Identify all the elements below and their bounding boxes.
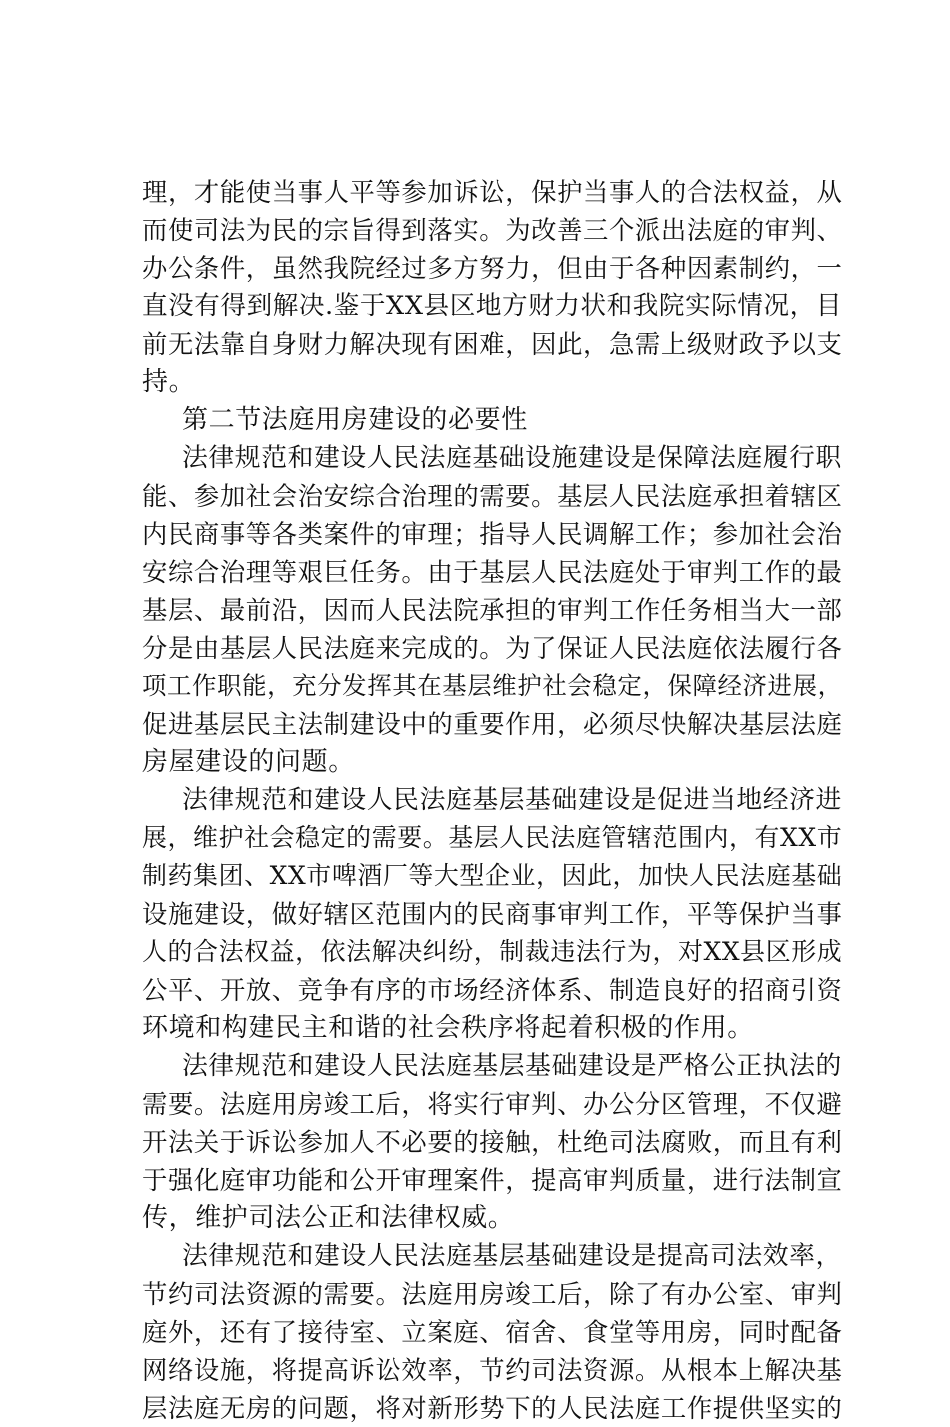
text-line: 理，才能使当事人平等参加诉讼，保护当事人的合法权益，从 [142, 177, 843, 207]
text-line: 人的合法权益，依法解决纠纷，制裁违法行为，对XX县区形成 [142, 937, 843, 966]
text-line: 促进基层民主法制建设中的重要作用，必须尽快解决基层法庭 [142, 709, 843, 739]
text-line: 项工作职能，充分发挥其在基层维护社会稳定，保障经济进展， [142, 671, 843, 700]
text-line: 持。 [142, 367, 196, 397]
paragraph-first-line: 法律规范和建设人民法庭基层基础建设是提高司法效率， [182, 1241, 842, 1271]
text-line: 基层、最前沿，因而人民法院承担的审判工作任务相当大一部 [142, 595, 843, 625]
text-line: 网络设施，将提高诉讼效率，节约司法资源。从根本上解决基 [142, 1355, 843, 1385]
text-line: 设施建设，做好辖区范围内的民商事审判工作，平等保护当事 [142, 899, 843, 929]
paragraph-first-line: 法律规范和建设人民法庭基层基础建设是严格公正执法的 [182, 1051, 842, 1081]
text-line: 庭外，还有了接待室、立案庭、宿舍、食堂等用房，同时配备 [142, 1317, 843, 1347]
text-line: 能、参加社会治安综合治理的需要。基层人民法庭承担着辖区 [142, 481, 843, 511]
text-line: 公平、开放、竞争有序的市场经济体系、制造良好的招商引资 [142, 975, 843, 1005]
text-line: 分是由基层人民法庭来完成的。为了保证人民法庭依法履行各 [142, 633, 843, 663]
text-line: 环境和构建民主和谐的社会秩序将起着积极的作用。 [142, 1013, 754, 1043]
text-line: 传，维护司法公正和法律权威。 [142, 1203, 515, 1233]
paragraph-first-line: 第二节法庭用房建设的必要性 [182, 405, 528, 435]
text-line: 房屋建设的问题。 [142, 747, 355, 777]
paragraph-first-line: 法律规范和建设人民法庭基层基础建设是促进当地经济进 [182, 785, 842, 815]
document-body [142, 173, 842, 1427]
text-line: 层法庭无房的问题，将对新形势下的人民法庭工作提供坚实的 [142, 1393, 843, 1423]
text-line: 于强化庭审功能和公开审理案件，提高审判质量，进行法制宣 [142, 1165, 843, 1195]
text-line: 制药集团、XX市啤酒厂等大型企业，因此，加快人民法庭基础 [142, 861, 843, 890]
paragraph-first-line: 法律规范和建设人民法庭基础设施建设是保障法庭履行职 [182, 443, 842, 473]
text-line: 需要。法庭用房竣工后，将实行审判、办公分区管理，不仅避 [142, 1089, 843, 1119]
text-line: 节约司法资源的需要。法庭用房竣工后，除了有办公室、审判 [142, 1279, 843, 1309]
text-line: 前无法靠自身财力解决现有困难，因此，急需上级财政予以支 [142, 329, 843, 359]
text-line: 内民商事等各类案件的审理；指导人民调解工作；参加社会治 [142, 519, 843, 549]
text-line: 安综合治理等艰巨任务。由于基层人民法庭处于审判工作的最 [142, 557, 843, 587]
text-line: 展，维护社会稳定的需要。基层人民法庭管辖范围内，有XX市 [142, 823, 843, 852]
text-line: 开法关于诉讼参加人不必要的接触，杜绝司法腐败，而且有利 [142, 1127, 843, 1157]
text-line: 办公条件，虽然我院经过多方努力，但由于各种因素制约，一 [142, 253, 843, 283]
text-line: 直没有得到解决.鉴于XX县区地方财力状和我院实际情况，目 [142, 291, 842, 321]
text-line: 而使司法为民的宗旨得到落实。为改善三个派出法庭的审判、 [142, 215, 843, 245]
